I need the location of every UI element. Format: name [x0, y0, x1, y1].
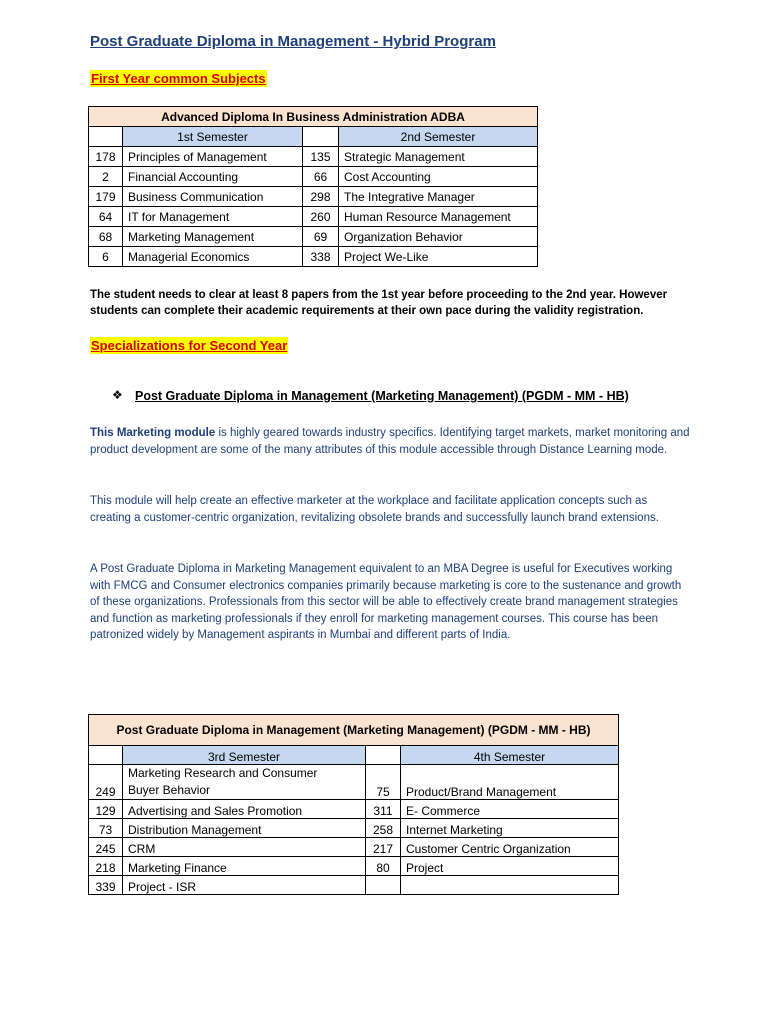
- table-caption: Advanced Diploma In Business Administration ADBA: [89, 107, 538, 127]
- specializations-heading: Specializations for Second Year: [91, 338, 288, 353]
- pgdm-mm-table: [88, 714, 619, 895]
- table-row: 68 Marketing Management 69 Organization Behavior: [89, 227, 538, 247]
- table-row: 179 Business Communication 298 The Integrative Manager: [89, 187, 538, 207]
- semester-header: 3rd Semester: [123, 746, 366, 765]
- table-row: 249 Marketing Research and Consumer Buyer Behavior 75 Product/Brand Management: [89, 765, 619, 800]
- table-caption: Post Graduate Diploma in Management (Marketing Management) (PGDM - MM - HB): [89, 715, 619, 746]
- table-row: 64 IT for Management 260 Human Resource Management: [89, 207, 538, 227]
- specialization-title: Post Graduate Diploma in Management (Marketing Management) (PGDM - MM - HB): [135, 389, 629, 403]
- diamond-bullet-icon: ❖: [112, 388, 123, 402]
- semester-header: 2nd Semester: [339, 127, 538, 147]
- table-row: 245 CRM 217 Customer Centric Organization: [89, 838, 619, 857]
- table-row: 218 Marketing Finance 80 Project: [89, 857, 619, 876]
- table-row: 73 Distribution Management 258 Internet Marketing: [89, 819, 619, 838]
- table-row: 2 Financial Accounting 66 Cost Accounting: [89, 167, 538, 187]
- adba-table: [88, 106, 538, 267]
- paragraph-module: This module will help create an effective marketer at the workplace and facilitate application concepts such as creating a customer-centric organization, revitalizing obsolete brands and successfully launch brand extensions.: [90, 495, 659, 524]
- table-row: 178 Principles of Management 135 Strategic Management: [89, 147, 538, 167]
- paragraph-benefits: A Post Graduate Diploma in Marketing Management equivalent to an MBA Degree is useful for Executives working with FMCG and Consumer electronics companies primarily because marketing is core to the sustenance and growth of these organizations. Professionals from this sector will be able to effectively create brand management strategies and function as marketing professionals if they enroll for marketing management courses. This course has been patronized widely by Management aspirants in Mumbai and different parts of India.: [90, 563, 682, 641]
- first-year-heading: First Year common Subjects: [91, 71, 266, 86]
- table-row: 6 Managerial Economics 338 Project We-Like: [89, 247, 538, 267]
- page-title: Post Graduate Diploma in Management - Hybrid Program: [90, 33, 496, 50]
- table-row: 129 Advertising and Sales Promotion 311 E- Commerce: [89, 800, 619, 819]
- semester-header: 1st Semester: [123, 127, 303, 147]
- paragraph-intro: This Marketing module is highly geared towards industry specifics. Identifying target markets, market monitoring and product development are some of the many attributes of this module accessible through Distance Learning mode.: [90, 427, 690, 456]
- semester-header: 4th Semester: [401, 746, 619, 765]
- eligibility-note: The student needs to clear at least 8 papers from the 1st year before proceeding to the 2nd year. However students can complete their academic requirements at their own pace during the validity registration.: [90, 289, 668, 317]
- table-row: 339 Project - ISR: [89, 876, 619, 895]
